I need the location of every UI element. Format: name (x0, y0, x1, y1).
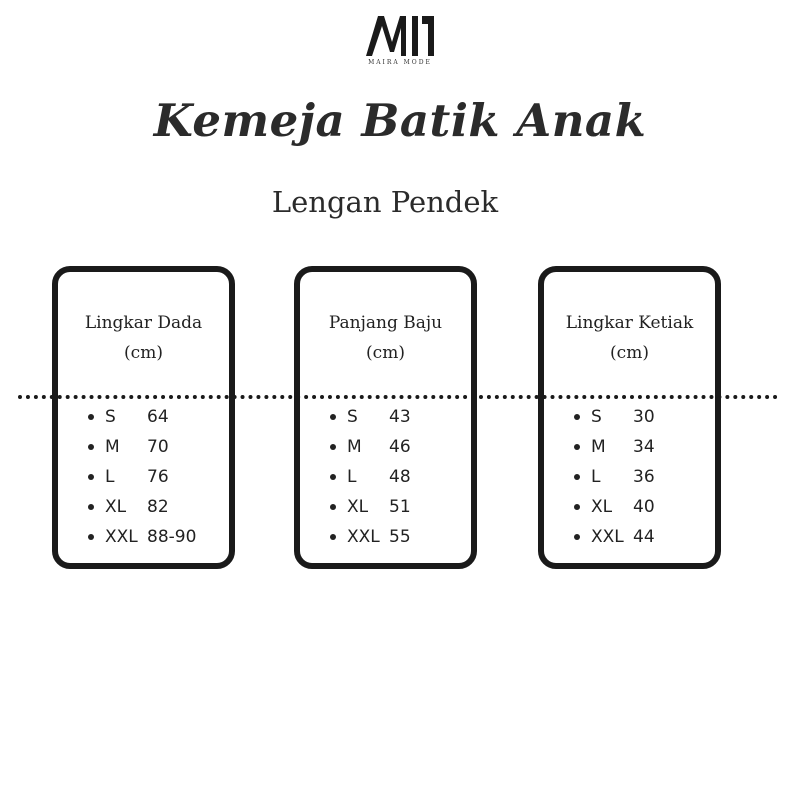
list-item (88, 432, 196, 462)
size-card-panjang-baju (294, 266, 477, 569)
logo-tagline: MAIRA MODE (368, 59, 432, 66)
bullet-icon (574, 474, 580, 480)
size-value: 88-90 (147, 527, 197, 547)
bullet-icon (330, 534, 336, 540)
bullet-icon (330, 504, 336, 510)
size-value: 48 (389, 467, 411, 487)
size-value: 34 (633, 437, 655, 457)
list-item (88, 402, 196, 432)
list-item (88, 492, 196, 522)
brand-logo (360, 12, 440, 74)
list-item (574, 432, 655, 462)
size-label: XXL (591, 527, 624, 547)
size-label: XXL (347, 527, 380, 547)
size-value: 43 (389, 407, 411, 427)
list-item (574, 492, 655, 522)
list-item (330, 402, 411, 432)
maira-mode-logo-icon (362, 12, 438, 58)
size-value: 82 (147, 497, 169, 517)
list-item (330, 522, 411, 552)
size-label: XL (105, 497, 127, 517)
size-card-lingkar-dada (52, 266, 235, 569)
list-item (574, 522, 655, 552)
size-value: 64 (147, 407, 169, 427)
size-label: L (105, 467, 115, 487)
size-card-lingkar-ketiak (538, 266, 721, 569)
size-label: S (105, 407, 116, 427)
card-heading-unit: (cm) (610, 343, 649, 363)
list-item (88, 462, 196, 492)
card-heading-label: Lingkar Ketiak (565, 313, 694, 333)
bullet-icon (330, 474, 336, 480)
bullet-icon (88, 474, 94, 480)
size-label: S (347, 407, 358, 427)
size-label: M (105, 437, 120, 457)
card-heading (58, 308, 229, 368)
card-heading-label: Panjang Baju (328, 313, 443, 333)
size-label: XL (347, 497, 369, 517)
card-heading (544, 308, 715, 368)
page-title: Kemeja Batik Anak (153, 94, 647, 147)
size-value: 40 (633, 497, 655, 517)
size-label: L (347, 467, 357, 487)
size-value: 51 (389, 497, 411, 517)
card-heading (300, 308, 471, 368)
card-heading-unit: (cm) (124, 343, 163, 363)
size-label: XL (591, 497, 613, 517)
bullet-icon (574, 534, 580, 540)
list-item (574, 402, 655, 432)
bullet-icon (88, 414, 94, 420)
list-item (88, 522, 196, 552)
list-item (330, 462, 411, 492)
size-label: S (591, 407, 602, 427)
size-value: 55 (389, 527, 411, 547)
bullet-icon (88, 444, 94, 450)
size-value: 46 (389, 437, 411, 457)
size-value: 44 (633, 527, 655, 547)
size-label: M (347, 437, 362, 457)
bullet-icon (574, 444, 580, 450)
size-list (88, 402, 196, 552)
size-value: 36 (633, 467, 655, 487)
list-item (330, 492, 411, 522)
bullet-icon (574, 504, 580, 510)
size-label: XXL (105, 527, 138, 547)
card-heading-unit: (cm) (366, 343, 405, 363)
size-label: L (591, 467, 601, 487)
list-item (574, 462, 655, 492)
bullet-icon (88, 504, 94, 510)
size-list (330, 402, 411, 552)
size-label: M (591, 437, 606, 457)
size-value: 70 (147, 437, 169, 457)
size-list (574, 402, 655, 552)
size-value: 30 (633, 407, 655, 427)
list-item (330, 432, 411, 462)
card-heading-label: Lingkar Dada (84, 313, 203, 333)
bullet-icon (88, 534, 94, 540)
bullet-icon (330, 444, 336, 450)
bullet-icon (574, 414, 580, 420)
size-value: 76 (147, 467, 169, 487)
bullet-icon (330, 414, 336, 420)
page-subtitle: Lengan Pendek (271, 185, 499, 219)
